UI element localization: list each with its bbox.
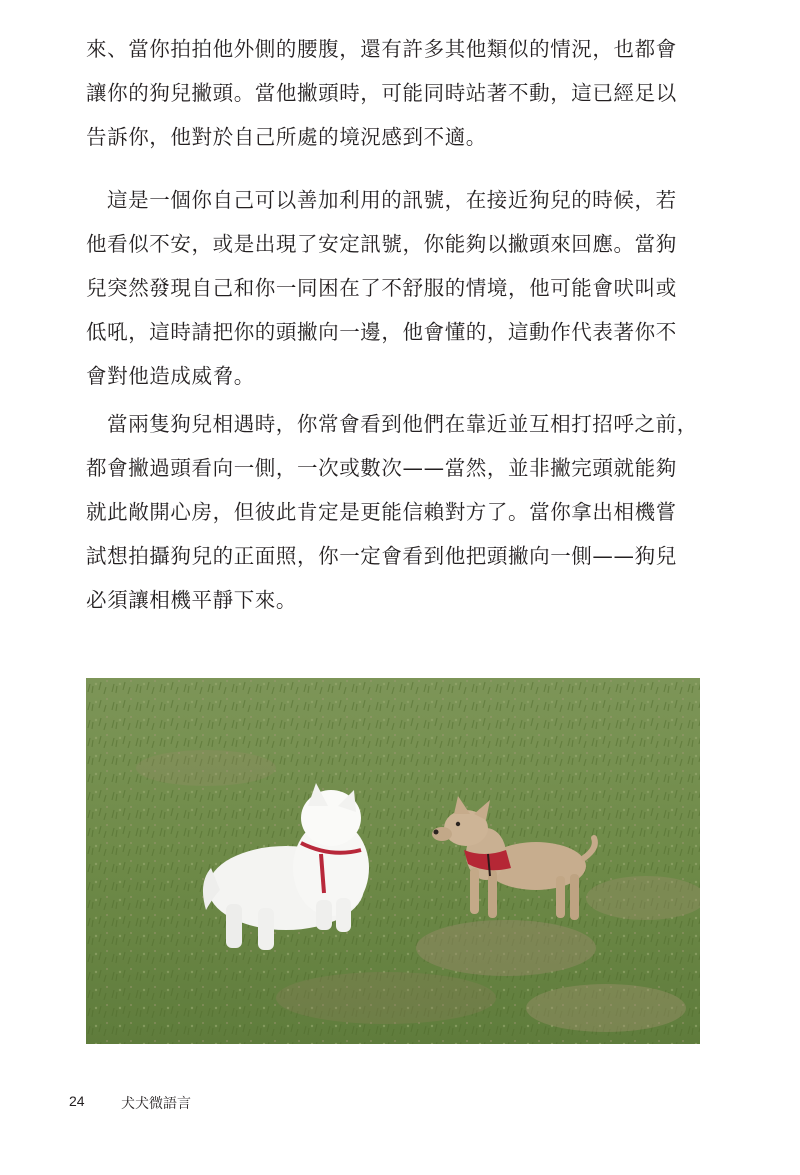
paragraph-line: 讓你的狗兒撇頭。當他撇頭時，可能同時站著不動，這已經足以: [86, 81, 677, 105]
paragraph-2: [86, 178, 702, 398]
paragraph-line: 來、當你拍拍他外側的腰腹，還有許多其他類似的情況，也都會: [86, 37, 677, 61]
paragraph-line: 低吼，這時請把你的頭撇向一邊，他會懂的，這動作代表著你不: [86, 320, 677, 344]
paragraph-1: [86, 27, 702, 159]
paragraph-line: 兒突然發現自己和你一同困在了不舒服的情境，他可能會吠叫或: [86, 276, 677, 300]
paragraph-line: 這是一個你自己可以善加利用的訊號，在接近狗兒的時候，若: [107, 188, 677, 212]
page-number: 24: [69, 1093, 85, 1109]
paragraph-line: 必須讓相機平靜下來。: [86, 588, 297, 612]
paragraph-line: 就此敞開心房，但彼此肯定是更能信賴對方了。當你拿出相機嘗: [86, 500, 677, 524]
paragraph-line: 會對他造成威脅。: [86, 364, 255, 388]
paragraph-line: 告訴你，他對於自己所處的境況感到不適。: [86, 125, 487, 149]
paragraph-line: 試想拍攝狗兒的正面照，你一定會看到他把頭撇向一側——狗兒: [86, 544, 677, 568]
paragraph-line: 他看似不安，或是出現了安定訊號，你能夠以撇頭來回應。當狗: [86, 232, 677, 256]
paragraph-3: [86, 402, 702, 622]
book-title: 犬犬微語言: [121, 1096, 191, 1112]
dogs-photo: [86, 678, 700, 1044]
paragraph-line: 當兩隻狗兒相遇時，你常會看到他們在靠近並互相打招呼之前，: [107, 412, 698, 436]
paragraph-line: 都會撇過頭看向一側，一次或數次——當然，並非撇完頭就能夠: [86, 456, 677, 480]
